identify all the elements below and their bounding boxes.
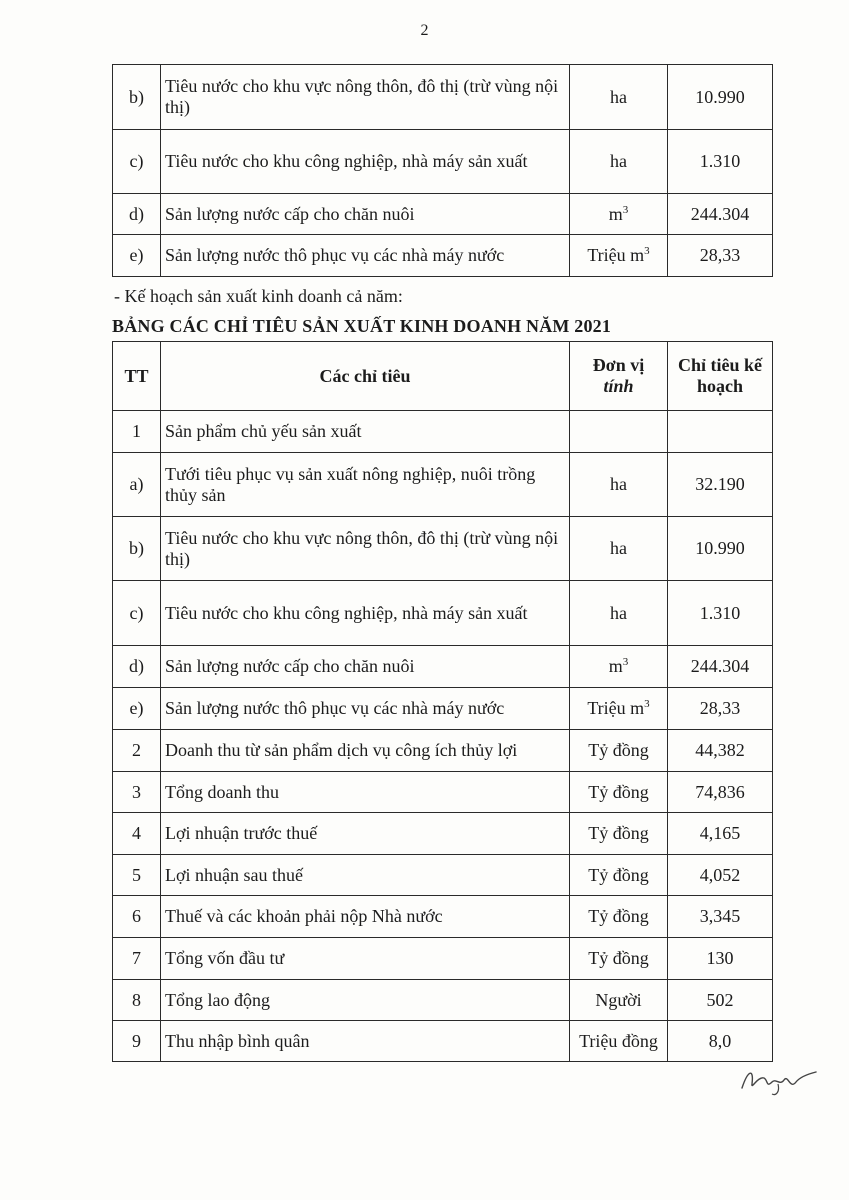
table-title: BẢNG CÁC CHỈ TIÊU SẢN XUẤT KINH DOANH NĂM 2021 [112,316,612,336]
unit-superscript: 3 [644,698,650,710]
table-row [113,411,773,453]
row-value: 44,382 [668,730,773,772]
unit-superscript: 3 [644,245,650,257]
header-tt: TT [113,342,161,411]
table-row [113,855,773,896]
row-value: 32.190 [668,453,773,517]
row-number: 6 [113,896,161,938]
row-value: 1.310 [668,581,773,646]
row-value: 4,165 [668,813,773,855]
row-unit: ha [570,65,668,130]
row-unit: Triệu $m^3$ [570,688,668,730]
row-indicator: Sản lượng nước thô phục vụ các nhà máy nước [161,688,570,730]
row-unit: Tỷ đồng [570,855,668,896]
table-row [113,517,773,581]
row-number: 4 [113,813,161,855]
row-unit: Tỷ đồng [570,730,668,772]
plan-note: - Kế hoạch sản xuất kinh doanh cả năm: [114,286,403,306]
row-indicator: Tổng lao động [161,980,570,1021]
row-number: e) [113,688,161,730]
row-indicator: Tiêu nước cho khu vực nông thôn, đô thị (trừ vùng nội thị) [161,517,570,581]
row-number: b) [113,517,161,581]
row-unit: ha [570,581,668,646]
table-row [113,194,773,235]
table-row [113,896,773,938]
row-number: 1 [113,411,161,453]
table-row [113,581,773,646]
row-unit: Tỷ đồng [570,896,668,938]
row-unit: $m^3$ [570,646,668,688]
row-number: 8 [113,980,161,1021]
business-targets-table [112,341,773,1062]
table-row [113,772,773,813]
table-row [113,453,773,517]
row-value: 1.310 [668,130,773,194]
unit-superscript: 3 [622,203,629,216]
table-row [113,813,773,855]
row-value: 502 [668,980,773,1021]
row-number: d) [113,194,161,235]
row-unit: ha [570,130,668,194]
row-indicator: Sản lượng nước thô phục vụ các nhà máy nước [161,235,570,277]
row-unit: Tỷ đồng [570,772,668,813]
row-indicator: Thuế và các khoản phải nộp Nhà nước [161,896,570,938]
row-indicator: Thu nhập bình quân [161,1021,570,1062]
row-value: 130 [668,938,773,980]
row-number: e) [113,235,161,277]
row-indicator: Tưới tiêu phục vụ sản xuất nông nghiệp, nuôi trồng thủy sản [161,453,570,517]
header-name: Các chỉ tiêu [161,342,570,411]
table-row [113,65,773,130]
row-value: 74,836 [668,772,773,813]
signature-mark [738,1062,818,1096]
row-indicator: Sản phẩm chủ yếu sản xuất [161,411,570,453]
row-number: c) [113,130,161,194]
row-indicator: Sản lượng nước cấp cho chăn nuôi [161,646,570,688]
row-indicator: Tiêu nước cho khu công nghiệp, nhà máy sản xuất [161,581,570,646]
row-value: 10.990 [668,65,773,130]
continued-table [112,64,773,277]
row-unit: $m^3$ [570,194,668,235]
table-row [113,730,773,772]
table-row [113,646,773,688]
row-unit: Tỷ đồng [570,938,668,980]
row-number: 9 [113,1021,161,1062]
table-row [113,938,773,980]
row-value: 10.990 [668,517,773,581]
header-row [113,342,773,411]
row-value: 28,33 [668,688,773,730]
row-number: 5 [113,855,161,896]
page-number: 2 [420,22,429,39]
row-number: 2 [113,730,161,772]
table-row [113,1021,773,1062]
row-unit [570,411,668,453]
row-value: 244.304 [668,194,773,235]
row-number: c) [113,581,161,646]
row-unit: Triệu đồng [570,1021,668,1062]
row-unit: ha [570,453,668,517]
table-row [113,980,773,1021]
table-row [113,688,773,730]
row-number: 7 [113,938,161,980]
row-value: 4,052 [668,855,773,896]
row-indicator: Doanh thu từ sản phẩm dịch vụ công ích thủy lợi [161,730,570,772]
row-value: 8,0 [668,1021,773,1062]
row-unit: Tỷ đồng [570,813,668,855]
row-number: d) [113,646,161,688]
row-indicator: Sản lượng nước cấp cho chăn nuôi [161,194,570,235]
table-row [113,130,773,194]
row-value: 3,345 [668,896,773,938]
header-unit: Đơn vị tính [570,342,668,411]
row-number: a) [113,453,161,517]
row-unit: Triệu $m^3$ [570,235,668,277]
row-number: b) [113,65,161,130]
row-value [668,411,773,453]
row-indicator: Tổng doanh thu [161,772,570,813]
row-value: 244.304 [668,646,773,688]
unit-superscript: 3 [622,656,629,668]
row-unit: Người [570,980,668,1021]
row-unit: ha [570,517,668,581]
row-indicator: Lợi nhuận sau thuế [161,855,570,896]
header-value: Chỉ tiêu kế hoạch [668,342,773,411]
table-row [113,235,773,277]
row-indicator: Tiêu nước cho khu công nghiệp, nhà máy sản xuất [161,130,570,194]
row-indicator: Lợi nhuận trước thuế [161,813,570,855]
row-number: 3 [113,772,161,813]
row-indicator: Tổng vốn đầu tư [161,938,570,980]
row-value: 28,33 [668,235,773,277]
row-indicator: Tiêu nước cho khu vực nông thôn, đô thị (trừ vùng nội thị) [161,65,570,130]
